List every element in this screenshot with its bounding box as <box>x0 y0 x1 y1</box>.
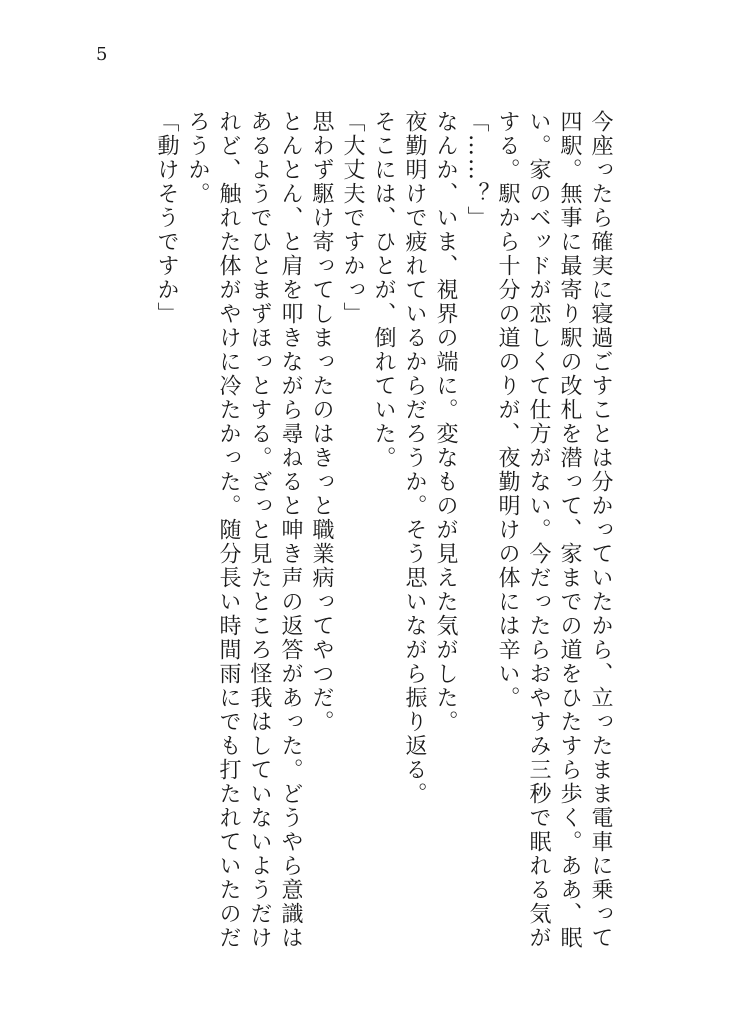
paragraph-3: なんか、いま、視界の端に。変なものが見えた気がした。 <box>433 110 458 734</box>
paragraph-5: そこには、ひとが、倒れていた。 <box>371 110 396 470</box>
paragraph-9: 「動けそうですか」 <box>154 110 179 326</box>
paragraph-7: 思わず駆け寄ってしまったのはきっと職業病ってやつだ。 <box>309 110 334 734</box>
paragraph-8: とんとん、と肩を叩きながら尋ねると呻き声の返答があった。どうやら意識はあるようでひとまずほっとする。ざっと見たところ怪我はしていないようだけれど、触れた体がやけに冷たかった。随分長い時間雨にでも打たれていたのだろうか。 <box>185 110 303 950</box>
paragraph-1: 今座ったら確実に寝過ごすことは分かっていたから、立ったまま電車に乗って四駅。無事に最寄り駅の改札を潜って、家までの道をひたすら歩く。ああ、眠い。家のベッドが恋しくて仕方がない。今だったらおやすみ三秒で眠れる気がする。駅から十分の道のりが、夜勤明けの体には辛い。 <box>495 110 613 950</box>
paragraph-4: 夜勤明けで疲れているからだろうか。そう思いながら振り返る。 <box>402 110 427 806</box>
paragraph-2: 「……？」 <box>464 110 489 230</box>
body-text <box>126 110 616 950</box>
paragraph-6: 「大丈夫ですかっ」 <box>340 110 365 326</box>
page-number: 5 <box>96 44 108 65</box>
